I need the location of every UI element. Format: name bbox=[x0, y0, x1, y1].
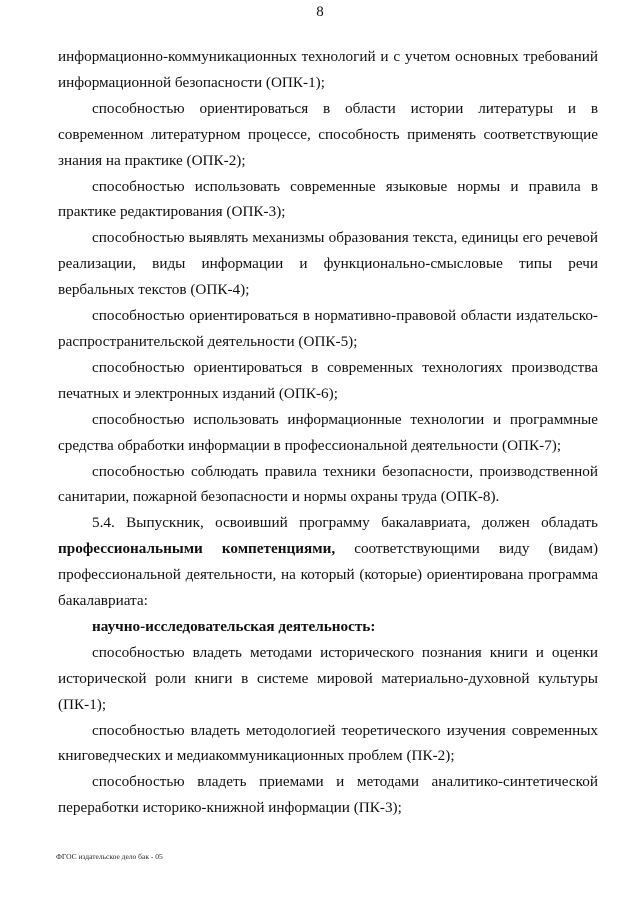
paragraph-opk-3: способностью использовать современные языковые нормы и правила в практике редактирования (ОПК-3); bbox=[58, 177, 598, 221]
document-body bbox=[58, 44, 598, 821]
research-heading: научно-исследовательская деятельность: bbox=[92, 617, 376, 635]
paragraph-opk-4: способностью выявлять механизмы образования текста, единицы его речевой реализации, виды информации и функционально-смысловые типы речи вербальных текстов (ОПК-4); bbox=[58, 229, 598, 299]
paragraph-section-5-4 bbox=[58, 510, 598, 614]
paragraph-opk-7: способностью использовать информационные технологии и программные средства обработки информации в профессиональной деятельности (ОПК-7); bbox=[58, 410, 598, 454]
section-5-4-bold-term: профессиональными компетенциями, bbox=[58, 540, 336, 558]
paragraph-opk-5: способностью ориентироваться в нормативно-правовой области издательско-распространительской деятельности (ОПК-5); bbox=[58, 307, 598, 350]
page-number: 8 bbox=[316, 4, 324, 20]
paragraph-opk-6: способностью ориентироваться в современных технологиях производства печатных и электронных изданий (ОПК-6); bbox=[58, 358, 598, 402]
section-5-4-rest: соответствующими виду (видам) профессиональной деятельности, на который (которые) ориентирована программа бакалавриата: bbox=[58, 540, 599, 610]
footer-label: ФГОС издательское дело бак - 05 bbox=[56, 852, 163, 861]
paragraph-pk-2: способностью владеть методологией теоретического изучения современных книговедческих и медиакоммуникационных проблем (ПК-2); bbox=[58, 721, 598, 765]
section-5-4-lead: 5.4. Выпускник, освоивший программу бакалавриата, должен обладать bbox=[92, 514, 598, 532]
paragraph-opk-2: способностью ориентироваться в области истории литературы и в современном литературном процессе, способность применять соответствующие знания на практике (ОПК-2); bbox=[58, 99, 598, 169]
paragraph-opk-1: информационно-коммуникационных технологий и с учетом основных требований информационной безопасности (ОПК-1); bbox=[58, 48, 598, 91]
paragraph-pk-3: способностью владеть приемами и методами аналитико-синтетической переработки историко-книжной информации (ПК-3); bbox=[58, 773, 598, 817]
paragraph-opk-8: способностью соблюдать правила техники безопасности, производственной санитарии, пожарной безопасности и нормы охраны труда (ОПК-8). bbox=[58, 462, 598, 506]
paragraph-pk-1: способностью владеть методами исторического познания книги и оценки исторической роли книги в системе мировой материально-духовной культуры (ПК-1); bbox=[58, 643, 598, 713]
